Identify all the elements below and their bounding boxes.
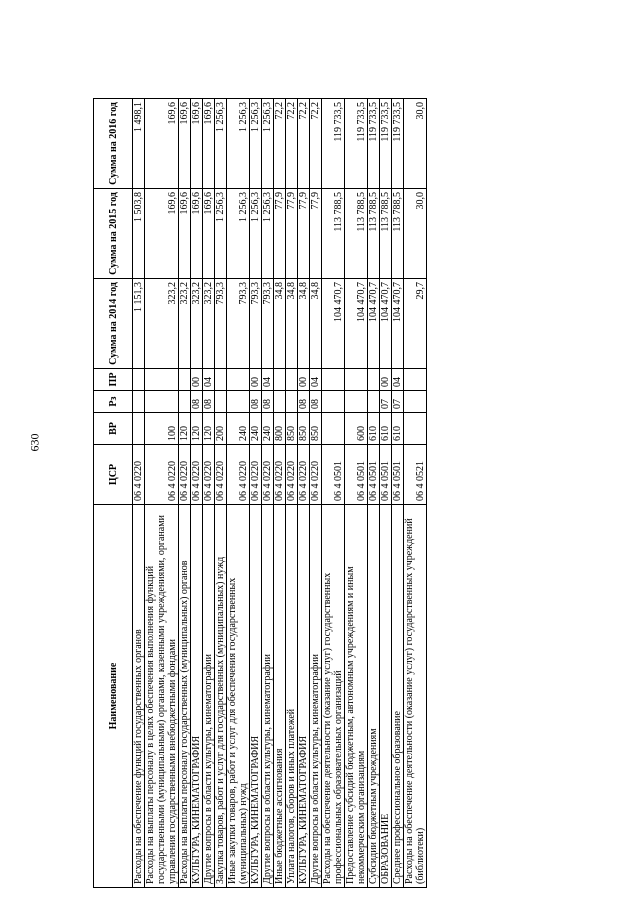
- row-rz: 08: [191, 391, 203, 413]
- header-name: Наименование: [94, 505, 133, 888]
- row-sum-2015: 77,9: [310, 189, 322, 279]
- row-sum-2015: 169,6: [191, 189, 203, 279]
- row-csr: 06 4 0220: [298, 445, 310, 505]
- table-row: [310, 99, 322, 888]
- table-row: [227, 99, 250, 888]
- row-csr: 06 4 0521: [404, 445, 427, 505]
- row-sum-2016: 119 733,5: [345, 99, 368, 189]
- row-sum-2016: 169,6: [145, 99, 179, 189]
- row-vr: [322, 413, 345, 445]
- table-row: [262, 99, 274, 888]
- row-pr: 04: [262, 369, 274, 391]
- table-row: [322, 99, 345, 888]
- row-name: Закупка товаров, работ и услуг для государственных (муниципальных) нужд: [215, 505, 227, 888]
- row-rz: [227, 391, 250, 413]
- row-name: Другие вопросы в области культуры, кинематографии: [203, 505, 215, 888]
- row-rz: 08: [203, 391, 215, 413]
- row-name: Среднее профессиональное образование: [392, 505, 404, 888]
- row-sum-2015: 1 256,3: [215, 189, 227, 279]
- row-csr: 06 4 0220: [145, 445, 179, 505]
- table-row: [286, 99, 298, 888]
- row-sum-2016: 72,2: [274, 99, 286, 189]
- row-csr: 06 4 0220: [250, 445, 262, 505]
- row-vr: 240: [227, 413, 250, 445]
- row-sum-2015: 113 788,5: [392, 189, 404, 279]
- row-pr: 00: [298, 369, 310, 391]
- row-rz: [322, 391, 345, 413]
- row-pr: [133, 369, 145, 391]
- table-row: [203, 99, 215, 888]
- header-sum-2016: Сумма на 2016 год: [94, 99, 133, 189]
- row-name: Субсидии бюджетным учреждениям: [368, 505, 380, 888]
- row-pr: 04: [203, 369, 215, 391]
- table-row: [145, 99, 179, 888]
- row-name: Другие вопросы в области культуры, кинематографии: [262, 505, 274, 888]
- row-rz: [345, 391, 368, 413]
- row-sum-2015: 1 256,3: [227, 189, 250, 279]
- row-vr: 610: [392, 413, 404, 445]
- row-sum-2016: 72,2: [310, 99, 322, 189]
- row-vr: 610: [368, 413, 380, 445]
- row-sum-2015: 77,9: [298, 189, 310, 279]
- row-sum-2016: 1 256,3: [227, 99, 250, 189]
- row-vr: 240: [262, 413, 274, 445]
- row-pr: [322, 369, 345, 391]
- row-sum-2016: 72,2: [286, 99, 298, 189]
- table-row: [133, 99, 145, 888]
- row-sum-2015: 113 788,5: [368, 189, 380, 279]
- row-sum-2014: 34,8: [274, 279, 286, 369]
- page-number: 630: [27, 433, 42, 452]
- header-pr: ПР: [94, 369, 133, 391]
- row-rz: 08: [250, 391, 262, 413]
- row-rz: 07: [380, 391, 392, 413]
- rotated-table-container: [93, 98, 553, 888]
- row-sum-2015: 169,6: [179, 189, 191, 279]
- row-sum-2016: 169,6: [179, 99, 191, 189]
- row-sum-2014: 323,2: [179, 279, 191, 369]
- row-sum-2014: 104 470,7: [322, 279, 345, 369]
- row-sum-2014: 1 151,3: [133, 279, 145, 369]
- table-row: [250, 99, 262, 888]
- row-rz: 08: [310, 391, 322, 413]
- row-name: Расходы на выплаты персоналу государственных (муниципальных) органов: [179, 505, 191, 888]
- table-header-row: [94, 99, 133, 888]
- table-row: [368, 99, 380, 888]
- row-rz: [133, 391, 145, 413]
- row-sum-2016: 1 256,3: [250, 99, 262, 189]
- row-rz: 08: [262, 391, 274, 413]
- row-csr: 06 4 0220: [179, 445, 191, 505]
- header-rz: Рз: [94, 391, 133, 413]
- table-body: [133, 99, 427, 888]
- row-sum-2016: 119 733,5: [322, 99, 345, 189]
- row-sum-2015: 113 788,5: [345, 189, 368, 279]
- row-csr: 06 4 0220: [310, 445, 322, 505]
- row-vr: [404, 413, 427, 445]
- row-vr: 850: [286, 413, 298, 445]
- budget-table: [93, 98, 427, 888]
- row-name: КУЛЬТУРА, КИНЕМАТОГРАФИЯ: [191, 505, 203, 888]
- row-name: Иные закупки товаров, работ и услуг для обеспечения государственных (муниципальных) нужд: [227, 505, 250, 888]
- row-sum-2014: 793,3: [215, 279, 227, 369]
- table-row: [191, 99, 203, 888]
- row-name: ОБРАЗОВАНИЕ: [380, 505, 392, 888]
- row-name: Расходы на обеспечение функций государственных органов: [133, 505, 145, 888]
- row-vr: [133, 413, 145, 445]
- row-csr: 06 4 0501: [380, 445, 392, 505]
- row-pr: [345, 369, 368, 391]
- row-sum-2016: 169,6: [203, 99, 215, 189]
- row-name: Иные бюджетные ассигнования: [274, 505, 286, 888]
- row-vr: 600: [345, 413, 368, 445]
- row-csr: 06 4 0220: [215, 445, 227, 505]
- row-sum-2014: 104 470,7: [380, 279, 392, 369]
- row-pr: [227, 369, 250, 391]
- table-row: [392, 99, 404, 888]
- row-rz: [145, 391, 179, 413]
- row-csr: 06 4 0220: [262, 445, 274, 505]
- row-sum-2014: 29,7: [404, 279, 427, 369]
- row-sum-2014: 793,3: [227, 279, 250, 369]
- row-sum-2014: 104 470,7: [368, 279, 380, 369]
- row-sum-2014: 34,8: [286, 279, 298, 369]
- row-csr: 06 4 0220: [286, 445, 298, 505]
- table-row: [298, 99, 310, 888]
- row-sum-2015: 77,9: [286, 189, 298, 279]
- row-sum-2014: 323,2: [203, 279, 215, 369]
- row-sum-2015: 113 788,5: [380, 189, 392, 279]
- row-sum-2015: 1 256,3: [262, 189, 274, 279]
- row-vr: 850: [310, 413, 322, 445]
- row-sum-2015: 169,6: [203, 189, 215, 279]
- row-pr: [179, 369, 191, 391]
- row-vr: 120: [191, 413, 203, 445]
- row-sum-2016: 169,6: [191, 99, 203, 189]
- row-pr: [215, 369, 227, 391]
- row-csr: 06 4 0501: [345, 445, 368, 505]
- row-sum-2016: 72,2: [298, 99, 310, 189]
- row-vr: 120: [203, 413, 215, 445]
- row-sum-2014: 104 470,7: [392, 279, 404, 369]
- header-vr: ВР: [94, 413, 133, 445]
- row-name: Расходы на выплаты персоналу в целях обеспечения выполнения функций государственными (муниципальными) органами, казенными учреждениями, органами управления государственными внебюджетными фондами: [145, 505, 179, 888]
- table-row: [274, 99, 286, 888]
- table-row: [215, 99, 227, 888]
- row-pr: [368, 369, 380, 391]
- row-sum-2014: 34,8: [310, 279, 322, 369]
- row-sum-2015: 77,9: [274, 189, 286, 279]
- row-sum-2016: 119 733,5: [392, 99, 404, 189]
- row-rz: [404, 391, 427, 413]
- row-sum-2015: 1 503,8: [133, 189, 145, 279]
- row-csr: 06 4 0220: [227, 445, 250, 505]
- header-sum-2014: Сумма на 2014 год: [94, 279, 133, 369]
- row-sum-2014: 793,3: [262, 279, 274, 369]
- row-csr: 06 4 0220: [191, 445, 203, 505]
- row-vr: 200: [215, 413, 227, 445]
- row-csr: 06 4 0220: [274, 445, 286, 505]
- row-rz: [179, 391, 191, 413]
- row-vr: 100: [145, 413, 179, 445]
- row-sum-2014: 323,2: [145, 279, 179, 369]
- row-sum-2016: 119 733,5: [380, 99, 392, 189]
- row-pr: 00: [250, 369, 262, 391]
- header-csr: ЦСР: [94, 445, 133, 505]
- row-sum-2014: 323,2: [191, 279, 203, 369]
- row-sum-2014: 793,3: [250, 279, 262, 369]
- row-pr: [145, 369, 179, 391]
- row-name: Расходы на обеспечение деятельности (оказание услуг) государственных профессиональных образовательных организаций: [322, 505, 345, 888]
- row-sum-2015: 113 788,5: [322, 189, 345, 279]
- row-vr: 120: [179, 413, 191, 445]
- row-pr: 00: [191, 369, 203, 391]
- row-sum-2016: 1 498,1: [133, 99, 145, 189]
- row-name: Предоставление субсидий бюджетным, автономным учреждениям и иным некоммерческим организациям: [345, 505, 368, 888]
- row-sum-2015: 169,6: [145, 189, 179, 279]
- row-name: КУЛЬТУРА, КИНЕМАТОГРАФИЯ: [250, 505, 262, 888]
- row-sum-2016: 1 256,3: [262, 99, 274, 189]
- row-name: Уплата налогов, сборов и иных платежей: [286, 505, 298, 888]
- table-row: [380, 99, 392, 888]
- row-rz: [274, 391, 286, 413]
- row-rz: 08: [298, 391, 310, 413]
- row-sum-2015: 1 256,3: [250, 189, 262, 279]
- table-row: [404, 99, 427, 888]
- row-csr: 06 4 0220: [203, 445, 215, 505]
- row-csr: 06 4 0220: [133, 445, 145, 505]
- row-pr: 04: [392, 369, 404, 391]
- row-sum-2016: 119 733,5: [368, 99, 380, 189]
- row-sum-2015: 30,0: [404, 189, 427, 279]
- row-csr: 06 4 0501: [368, 445, 380, 505]
- row-sum-2016: 1 256,3: [215, 99, 227, 189]
- row-pr: 04: [310, 369, 322, 391]
- row-csr: 06 4 0501: [322, 445, 345, 505]
- row-rz: [215, 391, 227, 413]
- row-rz: [286, 391, 298, 413]
- row-name: Другие вопросы в области культуры, кинематографии: [310, 505, 322, 888]
- row-pr: 00: [380, 369, 392, 391]
- row-sum-2016: 30,0: [404, 99, 427, 189]
- row-sum-2014: 104 470,7: [345, 279, 368, 369]
- row-rz: [368, 391, 380, 413]
- row-name: КУЛЬТУРА, КИНЕМАТОГРАФИЯ: [298, 505, 310, 888]
- row-pr: [274, 369, 286, 391]
- header-sum-2015: Сумма на 2015 год: [94, 189, 133, 279]
- row-vr: 240: [250, 413, 262, 445]
- row-csr: 06 4 0501: [392, 445, 404, 505]
- row-pr: [404, 369, 427, 391]
- row-name: Расходы на обеспечение деятельности (оказание услуг) государственных учреждений (библиотеки): [404, 505, 427, 888]
- row-vr: 850: [298, 413, 310, 445]
- row-vr: 800: [274, 413, 286, 445]
- row-rz: 07: [392, 391, 404, 413]
- row-pr: [286, 369, 298, 391]
- table-row: [179, 99, 191, 888]
- row-vr: 610: [380, 413, 392, 445]
- row-sum-2014: 34,8: [298, 279, 310, 369]
- table-row: [345, 99, 368, 888]
